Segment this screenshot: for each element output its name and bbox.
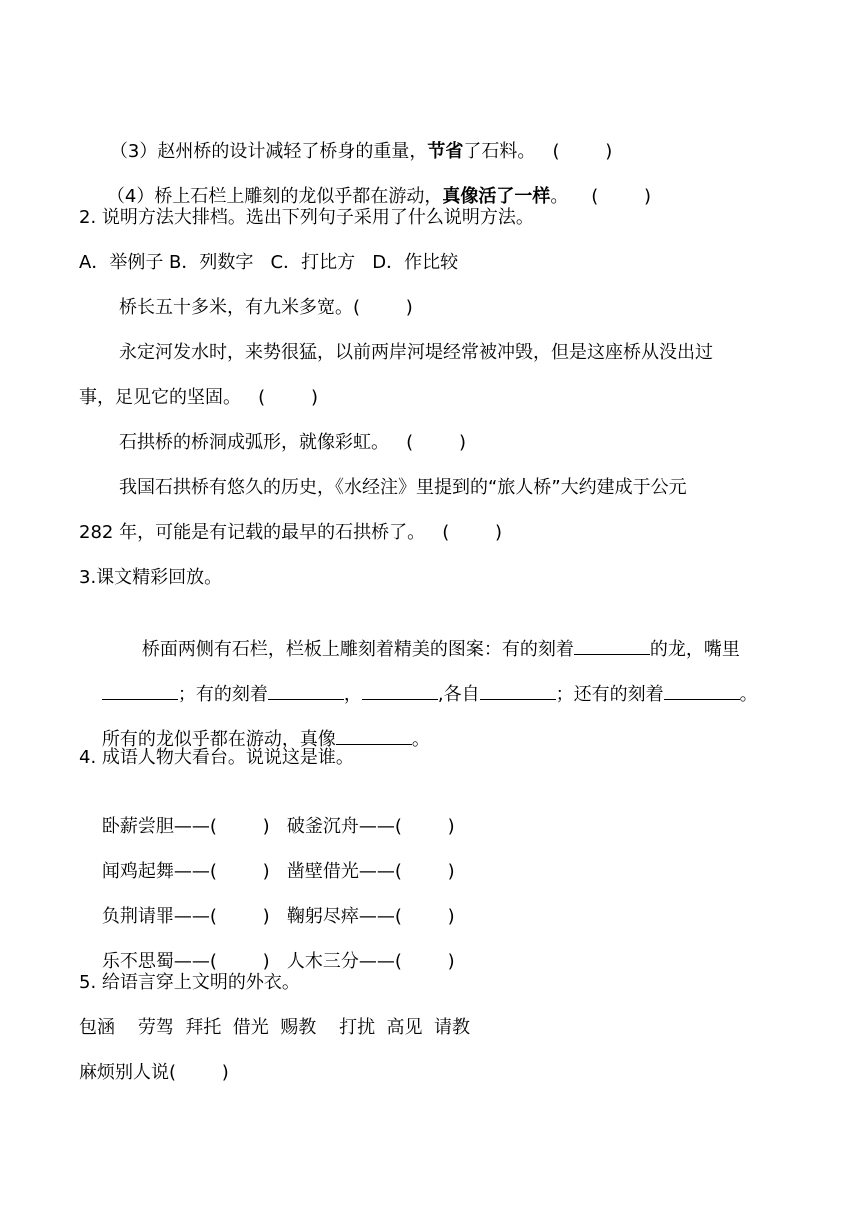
q4-idiom-6[interactable]: 鞠躬尽瘁——( )	[286, 906, 455, 927]
q1-item-3-answer[interactable]: ( )	[552, 141, 613, 162]
q1-item-3-text-b: 了石料。	[463, 141, 536, 162]
q3-text-6: ；还有的刻着	[555, 684, 664, 705]
q3-blank-1[interactable]	[574, 635, 650, 655]
q1-item-4-bold: 真像活了一样	[442, 186, 551, 207]
q1-item-3-bold: 节省	[427, 141, 464, 162]
q1-item-4-text-a: （4）桥上石栏上雕刻的龙似乎都在游动，	[106, 186, 443, 207]
q3-blank-2[interactable]	[102, 680, 178, 700]
q3-text-8: 所有的龙似乎都在游动，真像	[101, 729, 336, 750]
q3-blank-6[interactable]	[664, 680, 740, 700]
q4-idiom-1[interactable]: 卧薪尝胆——( )	[101, 816, 270, 837]
q4-idiom-7[interactable]: 乐不思蜀——( )	[101, 951, 270, 972]
q1-item-3-text-a: （3）赵州桥的设计减轻了桥身的重量，	[109, 141, 428, 162]
q2-sentence-3[interactable]: 石拱桥的桥洞成弧形，就像彩虹。 ( )	[119, 432, 466, 453]
q3-text-3: ；有的刻着	[177, 684, 268, 705]
q5-word-bank: 包涵 劳驾 拜托 借光 赐教 打扰 高见 请教	[79, 1017, 470, 1038]
q2-sentence-4-line-2[interactable]: 282 年，可能是有记载的最早的石拱桥了。 ( )	[79, 522, 503, 543]
q2-sentence-2-line-2[interactable]: 事，足见它的坚固。 ( )	[79, 387, 318, 408]
q4-idiom-4[interactable]: 凿壁借光——( )	[286, 861, 455, 882]
q3-blank-5[interactable]	[480, 680, 556, 700]
q3-blank-7[interactable]	[336, 725, 412, 745]
q2-sentence-1[interactable]: 桥长五十多米，有九米多宽。( )	[119, 297, 413, 318]
q3-text-5: ,各自	[437, 684, 480, 705]
q4-idiom-2[interactable]: 破釜沉舟——( )	[286, 816, 455, 837]
q3-text-7: 。	[739, 684, 758, 705]
q4-heading: 4. 成语人物大看台。说说这是谁。	[79, 747, 354, 768]
q5-heading: 5. 给语言穿上文明的外衣。	[79, 972, 300, 993]
q2-heading: 2. 说明方法大排档。选出下列句子采用了什么说明方法。	[79, 207, 534, 228]
q1-item-4-text-b: 。	[550, 186, 569, 207]
q1-item-4-answer[interactable]: ( )	[591, 186, 652, 207]
q3-blank-4[interactable]	[362, 680, 438, 700]
q3-text-9: 。	[411, 729, 430, 750]
q2-sentence-4-line-1: 我国石拱桥有悠久的历史，《水经注》里提到的“旅人桥”大约建成于公元	[119, 477, 687, 498]
q2-sentence-2-line-1: 永定河发水时，来势很猛，以前两岸河堤经常被冲毁，但是这座桥从没出过	[119, 342, 713, 363]
q4-idiom-3[interactable]: 闻鸡起舞——( )	[101, 861, 270, 882]
q3-text-2: 的龙，嘴里	[649, 639, 740, 660]
q3-blank-3[interactable]	[268, 680, 344, 700]
q3-text-4: ，	[343, 684, 362, 705]
q5-item-1[interactable]: 麻烦别人说( )	[79, 1062, 229, 1083]
q4-idiom-8[interactable]: 人木三分——( )	[286, 951, 455, 972]
q2-options: A．举例子 B．列数字 C．打比方 D．作比较	[79, 252, 459, 273]
q4-idiom-5[interactable]: 负荆请罪——( )	[101, 906, 270, 927]
q3-heading: 3.课文精彩回放。	[79, 567, 223, 588]
q3-text-1: 桥面两侧有石栏，栏板上雕刻着精美的图案：有的刻着	[141, 639, 574, 660]
